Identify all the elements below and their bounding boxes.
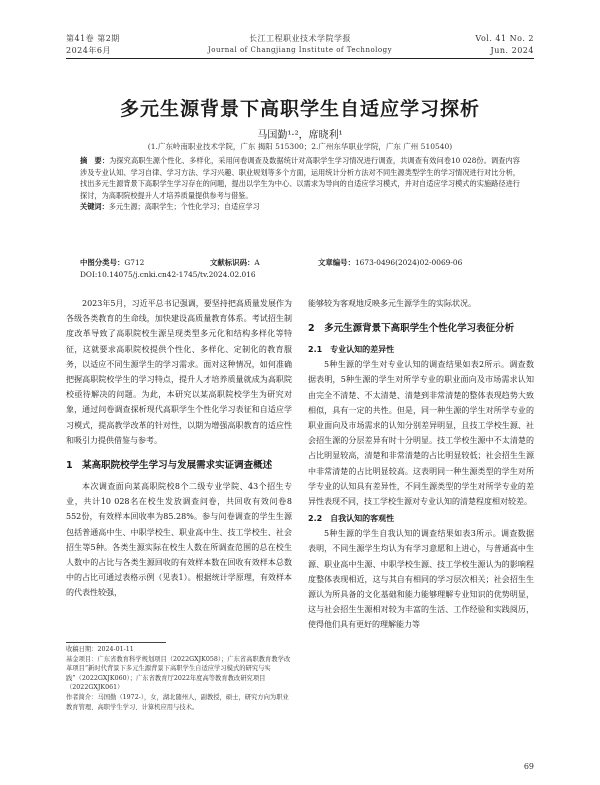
article-label: 文章编号： bbox=[318, 258, 355, 267]
subsection-2-1-heading: 2.1 专业认知的差异性 bbox=[308, 345, 395, 355]
abstract-label: 摘 要： bbox=[80, 156, 110, 165]
article-number bbox=[318, 257, 462, 268]
header-date-en: Jun. 2024 bbox=[490, 46, 534, 55]
header-date-cn: 2024年6月 bbox=[66, 46, 111, 55]
header-vol-issue-en: Vol. 41 No. 2 bbox=[475, 34, 534, 43]
page-number: 69 bbox=[523, 762, 534, 771]
doi: DOI:10.14075/j.cnki.cn42-1745/tv.2024.02.016 bbox=[80, 270, 256, 279]
subsection-2-2-heading: 2.2 自我认知的客观性 bbox=[308, 514, 395, 524]
footnotes bbox=[66, 645, 292, 712]
section-1-paragraph: 本次调查面向某高职院校8个二级专业学院、43个招生专业，共计10 028名在校生发放调查问卷，共回收有效问卷8 552份，有效样本回收率为85.28%。参与问卷调查的学生生源包括普通高中生、中职学校生、职业高中生、技工学校生、社会招生等5种。各类生源实际在校生人数在所调查范围的总在校生人数中的占比与各类生源回收的有效样本数在回收有效样本总数中的占比可通过表格示例（见表1）。根据统计学原理，有效样本的代表性较强， bbox=[66, 482, 292, 598]
section-2-heading: 2 多元生源背景下高职学生个性化学习表征分析 bbox=[308, 323, 515, 335]
continued-paragraph: 能够较为客观地反映多元生源学生的实际状况。 bbox=[308, 299, 476, 308]
footnote-author: 作者简介：马国勤（1972-），女，湖北随州人，副教授，硕士，研究方向为职业教育管理、高职学生学习、计算机应用与技术。 bbox=[66, 693, 289, 711]
clc-value: G712 bbox=[124, 258, 145, 267]
section-1-heading: 1 某高职院校学生学习与发展需求实证调查概述 bbox=[66, 460, 273, 472]
abstract bbox=[80, 155, 520, 213]
keywords-text: 多元生源；高职学生；个性化学习；自适应学习 bbox=[108, 202, 260, 212]
clc-label: 中图分类号： bbox=[80, 258, 125, 267]
authors: 马国勤¹·²，席晓利¹ bbox=[257, 130, 343, 141]
article-value: 1673-0496(2024)02-0069-06 bbox=[354, 258, 463, 267]
intro-paragraph: 2023年5月，习近平总书记强调，要坚持把高质量发展作为各级各类教育的生命线，加快建设高质量教育体系。考试招生制度改革导致了高职院校生源呈现类型多元化和结构多样化等特征，这就要求高职院校提供个性化、多样化、定制化的教育服务，以适应不同生源学生的学习需求。面对这种情况，如何准确把握高职院校学生的学习特点，提升人才培养质量就成为高职院校亟待解决的问题。为此，本研究以某高职院校学生为研究对象，通过问卷调查探析现代高职学生个性化学习表征和自适应学习模式，提高教学改革的针对性，以期为增强高职教育的适应性和吸引力提供借鉴与参考。 bbox=[66, 299, 292, 445]
clc-number bbox=[80, 257, 144, 268]
footnote-received: 收稿日期：2024-01-11 bbox=[66, 646, 134, 653]
abstract-text: 为探究高职生源个性化、多样化，采用问卷调查及数据统计对高职学生学习情况进行调查，共调查有效问卷10 028份。调查内容涉及专业认知、学习自律、学习方法、学习兴趣、职业规划等多个方面，运用统计分析方法对不同生源类型学生的学习情况进行对比分析，找出多元生源背景下高职学生学习存在的问题，提出以学生为中心、以需求为导向的自适应学习模式，并对自适应学习模式的实施路径进行探讨，为高职院校提升人才培养质量提供参考与借鉴。 bbox=[80, 156, 520, 200]
paper-title: 多元生源背景下高职学生自适应学习探析 bbox=[119, 98, 480, 120]
doc-label: 文献标识码： bbox=[210, 258, 255, 267]
keywords-label: 关键词： bbox=[80, 202, 109, 212]
right-column bbox=[308, 296, 534, 633]
header-rule bbox=[66, 58, 534, 59]
doc-value: A bbox=[254, 258, 260, 267]
left-column bbox=[66, 296, 292, 601]
header-journal-cn: 长江工程职业技术学院学报 bbox=[249, 34, 351, 43]
affiliation: (1.广东岭南职业技术学院，广东 揭阳 515300；2.广州东华职业学院，广东 广州 510540) bbox=[147, 142, 453, 151]
footnote-rule bbox=[66, 642, 166, 643]
subsection-2-2-paragraph: 5种生源的学生自我认知的调查结果如表3所示。调查数据表明，不同生源学生均认为有学习意愿和上进心，与普通高中生源、职业高中生源、中职学校生源、技工学校生源认为的影响程度整体表现相近，这与其自有相同的学习层次相关；社会招生生源认为所具备的文化基础和能力能够理解专业知识的优势明显，这与社会招生生源相对较为丰富的生活、工作经验和实践阅历，使得他们具有更好的理解能力等 bbox=[308, 529, 534, 630]
subsection-2-1-paragraph: 5种生源的学生对专业认知的调查结果如表2所示。调查数据表明，5种生源的学生对所学专业的职业面向及市场需求认知由完全不清楚、不太清楚、清楚到非常清楚的整体表现趋势大致相似，具有一定的共性。但是，同一种生源的学生对所学专业的职业面向及市场需求的认知分别差异明显，且技工学校生源、社会招生源的分层差异有时十分明显。技工学校生源中不太清楚的占比明显较高，清楚和非常清楚的占比明显较低；社会招生生源中非常清楚的占比明显较高。这表明同一种生源类型的学生对所学专业的认知具有差异性，不同生源类型的学生对所学专业的差异性表现不同，技工学校生源对专业认知的清楚程度相对较差。 bbox=[308, 360, 534, 507]
footnote-fund: 基金项目：广东省教育科学规划项目（2022GXJK058）；广东省高职教育教学改革项目“新时代背景下多元生源背景下高职学生自适应学习模式的研究与实践”（2022GXJK060）；广东省教育厅2022年度高等教育教改研究项目（2022GXJK061） bbox=[66, 655, 291, 692]
header-vol-issue: 第41卷 第2期 bbox=[66, 34, 120, 43]
header-journal-en: Journal of Changjiang Institute of Technology bbox=[207, 46, 393, 54]
doc-code bbox=[210, 257, 260, 268]
